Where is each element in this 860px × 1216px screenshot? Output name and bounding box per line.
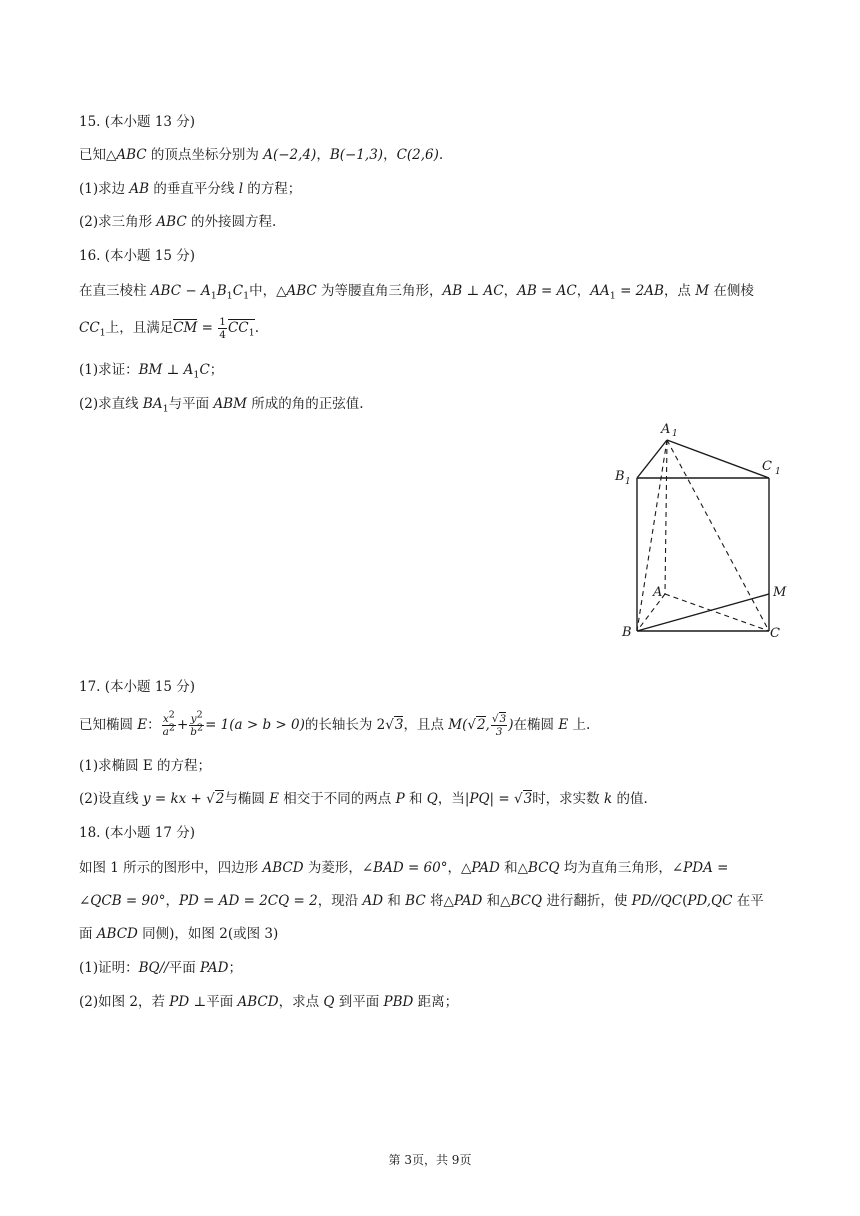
- q15-part2: (2)求三角形 ABC 的外接圆方程.: [79, 214, 277, 230]
- label-c: C: [770, 626, 780, 641]
- q16-part1: (1)求证：BM ⊥ $A_1C$；: [79, 362, 224, 381]
- q17-part1: (1)求椭圆 E 的方程；: [79, 758, 212, 774]
- q16-stem-line1: 在直三棱柱 ABC − $A_1B_1C_1$中，△ABC 为等腰直角三角形，AB ⊥ AC，AB = AC，$AA_1 = 2AB$，点 M 在侧棱: [79, 283, 754, 302]
- edge-a1-a: [665, 440, 667, 594]
- label-c1: C: [762, 459, 772, 474]
- q15-part1: (1)求边 AB 的垂直平分线 l 的方程；: [79, 181, 302, 197]
- vertex-labels: [614, 422, 787, 641]
- q18-part1: (1)证明：BQ//平面 PAD；: [79, 960, 242, 976]
- solid-edges: [637, 440, 769, 631]
- edge-a1-c: [667, 440, 769, 631]
- q18-stem-line3: 面 ABCD 同侧)，如图 2(或图 3): [79, 926, 279, 942]
- q16-part2: (2)求直线 $BA_1$与平面 ABM 所成的角的正弦值.: [79, 396, 364, 415]
- label-b: B: [622, 625, 632, 640]
- prism-figure: [612, 418, 802, 646]
- hidden-edges: [637, 440, 769, 631]
- q18-stem-line2: ∠QCB = 90°，PD = AD = 2CQ = 2，现沿 AD 和 BC 将△PAD 和△BCQ 进行翻折，使 PD//QC(PD,QC 在平: [79, 893, 764, 909]
- label-a1: A: [661, 422, 671, 437]
- q18-part2: (2)如图 2，若 PD ⊥平面 ABCD，求点 Q 到平面 PBD 距离；: [79, 994, 459, 1010]
- label-m: M: [773, 585, 787, 600]
- label-a: A: [653, 585, 663, 600]
- label-b1: B: [615, 469, 625, 484]
- edge-a-c: [665, 594, 769, 631]
- q18-header: 18. (本小题 17 分): [79, 825, 196, 841]
- label-b1-sub: 1: [625, 477, 631, 487]
- q16-stem-line2: $CC_1$上，且满足CM = $\frac{1}{4}$ $CC_1$.: [79, 316, 259, 341]
- page-footer: 第 3页，共 9页: [388, 1153, 472, 1167]
- q15-header: 15. (本小题 13 分): [79, 114, 196, 130]
- q16-header: 16. (本小题 15 分): [79, 248, 196, 264]
- q17-part2: (2)设直线 y = kx + √2与椭圆 E 相交于不同的两点 P 和 Q，当|PQ| = √3时，求实数 k 的值.: [79, 791, 648, 807]
- edge-a1-b: [637, 440, 667, 631]
- edge-a1-c1: [667, 440, 769, 478]
- q15-stem: 已知△ABC 的顶点坐标分别为 A(−2,4)，B(−1,3)，C(2,6).: [79, 147, 444, 163]
- q17-header: 17. (本小题 15 分): [79, 679, 196, 695]
- q17-stem: 已知椭圆 E： $\frac{x^2}{a^2}$ + $\frac{y^2}{b^2}$ = 1(a > b > 0)的长轴长为 2√3，且点 M(√2, $\frac{√3}{3}$ )在椭圆 E 上.: [79, 709, 591, 738]
- edge-b1-a1: [637, 440, 667, 478]
- label-a1-sub: 1: [672, 429, 678, 439]
- q18-stem-line1: 如图 1 所示的图形中，四边形 ABCD 为菱形，∠BAD = 60°，△PAD 和△BCQ 均为直角三角形，∠PDA =: [79, 860, 729, 876]
- label-c1-sub: 1: [775, 467, 781, 477]
